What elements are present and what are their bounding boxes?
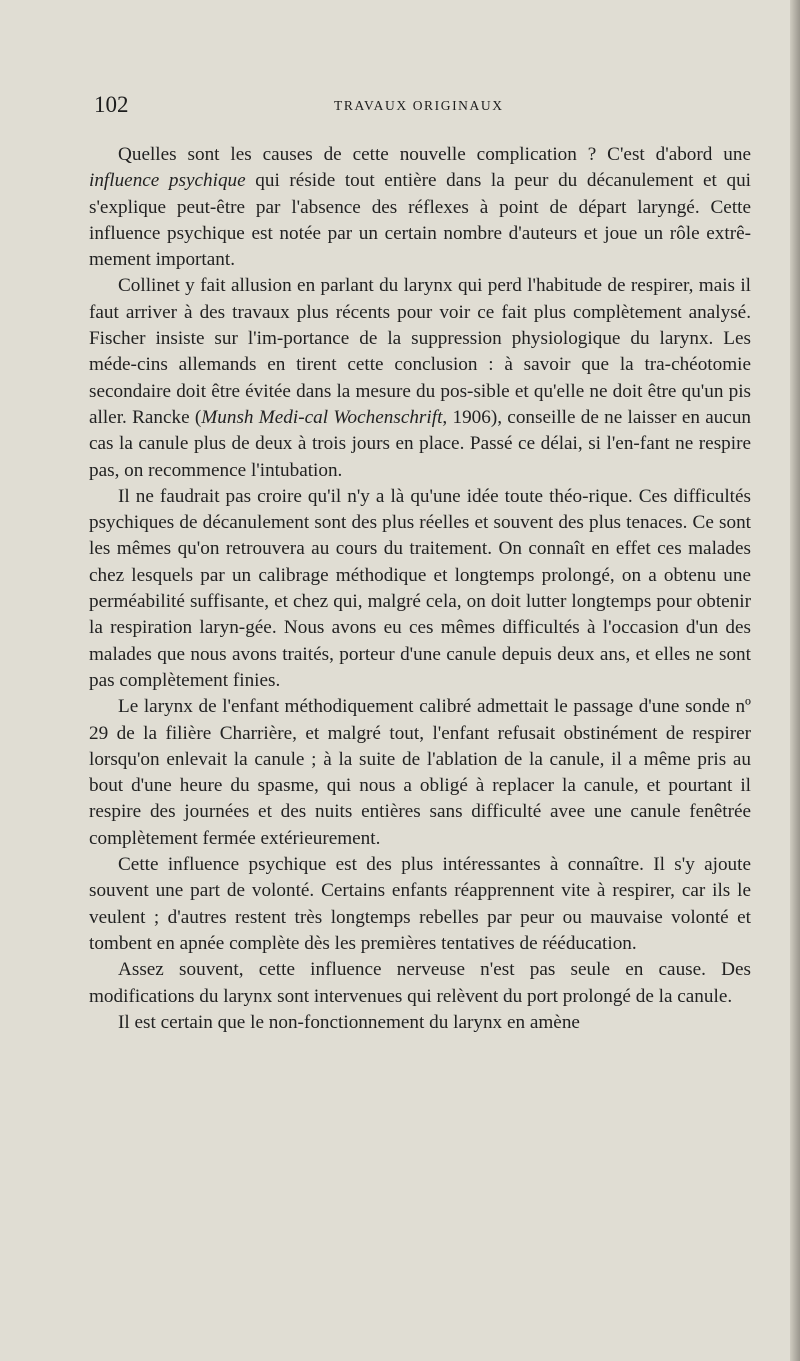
page-spine-shadow (790, 0, 800, 1361)
paragraph (89, 957, 751, 1010)
page-header (94, 92, 744, 122)
body-text (89, 142, 751, 1036)
paragraph (89, 1010, 751, 1036)
page-number: 102 (94, 92, 129, 117)
text-segment: Assez souvent, cette influence nerveuse n'est pas seule en cause. Des modifications du larynx sont intervenues qui relèvent du port prolongé de la canule. (89, 959, 751, 1007)
paragraph (89, 142, 751, 273)
paragraph (89, 694, 751, 852)
paragraph (89, 484, 751, 694)
paragraph (89, 852, 751, 957)
text-segment: , 1906), conseille de ne laisser en aucun cas la canule plus de deux à trois jours en place. Passé ce délai, si l'en-fant ne respire pas, on recommence l'intubation. (89, 406, 752, 481)
text-segment: Collinet y fait allusion en parlant du larynx qui perd l'habitude de respirer, mais il faut arriver à des travaux plus récents pour voir ce fait plus complètement analysé. Fischer insiste sur l'im-portance de la suppression physiologique du larynx. Les méde-cins allemands en tirent cette conclusion : à savoir que la tra-chéotomie secondaire doit être évitée dans la mesure du pos-sible et qu'elle ne doit être qu'un pis aller. Rancke ( (89, 275, 751, 428)
journal-title: Munsh Medi-cal Wochenschrift (201, 406, 443, 428)
paragraph (89, 273, 751, 483)
text-segment: Le larynx de l'enfant méthodiquement calibré admettait le passage d'une sonde nº 29 de la filière Charrière, et malgré tout, l'enfant refusait obstinément de respirer lorsqu'on enlevait la canule ; à la suite de l'ablation de la canule, il a même pris au bout d'une heure du spasme, qui nous a obligé à replacer la canule, et pourtant il respire des journées et des nuits entières sans difficulté avee une canule fenêtrée complètement fermée extérieurement. (89, 696, 751, 849)
text-segment: qui réside tout entière dans la peur du décanulement et qui s'explique peut-être par l'absence des réflexes à point de départ laryngé. Cette influence psychique est notée par un certain nombre d'auteurs et joue un rôle extrê-mement important. (89, 170, 752, 271)
text-segment: Il est certain que le non-fonctionnement du larynx en amène (118, 1011, 580, 1033)
text-segment: Il ne faudrait pas croire qu'il n'y a là qu'une idée toute théo-rique. Ces difficultés psychiques de décanulement sont des plus réelles et souvent des plus tenaces. Ce sont les mêmes qu'on retrouvera au cours du traitement. On connaît en effet ces malades chez lesquels par un calibrage méthodique et longtemps prolongé, on a obtenu une perméabilité suffisante, et chez qui, malgré cela, on doit lutter longtemps pour obtenir la respiration laryn-gée. Nous avons eu ces mêmes difficultés à l'occasion d'un des malades que nous avons traités, porteur d'une canule depuis deux ans, et elles ne sont pas complètement finies. (89, 485, 751, 691)
running-head: TRAVAUX ORIGINAUX (334, 98, 504, 113)
emphasis-text: influence psychique (89, 170, 246, 192)
text-segment: Cette influence psychique est des plus intéressantes à connaître. Il s'y ajoute souvent une part de volonté. Certains enfants réapprennent vite à respirer, car ils le veulent ; d'autres restent très longtemps rebelles par peur ou mauvaise volonté et tombent en apnée complète dès les premières tentatives de rééducation. (89, 854, 751, 954)
text-segment: Quelles sont les causes de cette nouvelle complication ? C'est d'abord une (118, 144, 751, 165)
